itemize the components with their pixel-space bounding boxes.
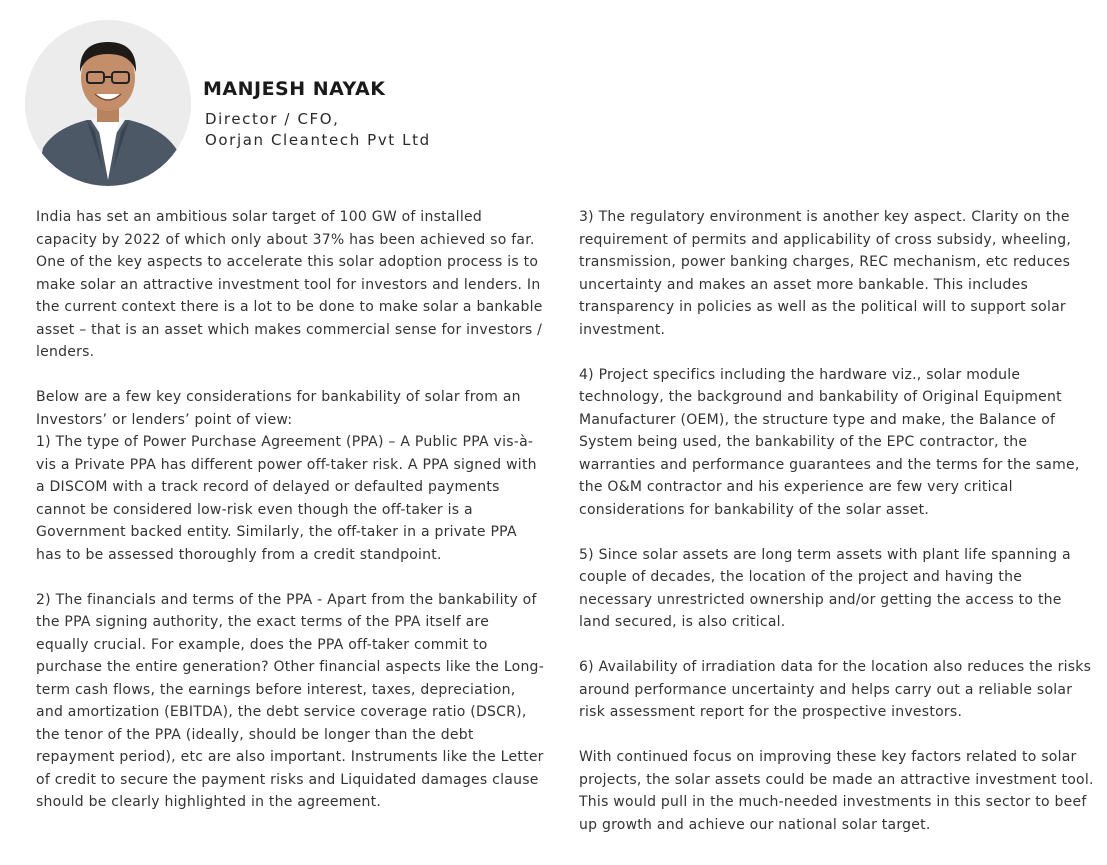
article-column-right [579, 206, 1094, 859]
article-column-left [36, 206, 546, 836]
author-name: MANJESH NAYAK [203, 78, 386, 100]
point-1-ppa-type: 1) The type of Power Purchase Agreement (PPA) – A Public PPA vis-à-vis a Private PPA has different power off-taker risk. A PPA signed with a DISCOM with a track record of delayed or defaulted payments cannot be considered low-risk even though the off-taker is a Government backed entity. Similarly, the off-taker in a private PPA has to be assessed thoroughly from a credit standpoint. [36, 434, 537, 563]
point-5-location: 5) Since solar assets are long term assets with plant life spanning a couple of decades, the location of the project and having the necessary unrestricted ownership and/or getting the access to the land secured, is also critical. [579, 546, 1071, 630]
considerations-intro: Below are a few key considerations for bankability of solar from an Investors’ or lenders’ point of view: [36, 389, 521, 428]
point-6-irradiation: 6) Availability of irradiation data for the location also reduces the risks around performance uncertainty and helps carry out a reliable solar risk assessment report for the prospective investors. [579, 659, 1092, 720]
author-role [205, 109, 431, 151]
author-title: Director / CFO, [205, 110, 340, 128]
conclusion-paragraph: With continued focus on improving these key factors related to solar projects, the solar assets could be made an attractive investment tool. This would pull in the much-needed investments in this sector to beef up growth and achieve our national solar target. [579, 749, 1094, 833]
author-photo [25, 20, 191, 186]
point-3-regulatory: 3) The regulatory environment is another key aspect. Clarity on the requirement of permits and applicability of cross subsidy, wheeling, transmission, power banking charges, REC mechanism, etc reduces uncertainty and makes an asset more bankable. This includes transparency in policies as well as the political will to support solar investment. [579, 209, 1072, 338]
point-2-ppa-financials: 2) The financials and terms of the PPA - Apart from the bankability of the PPA signing authority, the exact terms of the PPA itself are equally crucial. For example, does the PPA off-taker commit to purchase the entire generation? Other financial aspects like the Long-term cash flows, the earnings before interest, taxes, depreciation, and amortization (EBITDA), the debt service coverage ratio (DSCR), the tenor of the PPA (ideally, should be longer than the debt repayment period), etc are also important. Instruments like the Letter of credit to secure the payment risks and Liquidated damages clause should be clearly highlighted in the agreement. [36, 591, 544, 810]
author-company: Oorjan Cleantech Pvt Ltd [205, 131, 431, 149]
point-4-project-specifics: 4) Project specifics including the hardware viz., solar module technology, the background and bankability of Original Equipment Manufacturer (OEM), the structure type and make, the Balance of System being used, the bankability of the EPC contractor, the warranties and performance guarantees and the terms for the same, the O&M contractor and his experience are few very critical considerations for bankability of the solar asset. [579, 366, 1080, 518]
intro-paragraph: India has set an ambitious solar target of 100 GW of installed capacity by 2022 of which only about 37% has been achieved so far. One of the key aspects to accelerate this solar adoption process is to make solar an attractive investment tool for investors and lenders. In the current context there is a lot to be done to make solar a bankable asset – that is an asset which makes commercial sense for investors / lenders. [36, 209, 543, 360]
